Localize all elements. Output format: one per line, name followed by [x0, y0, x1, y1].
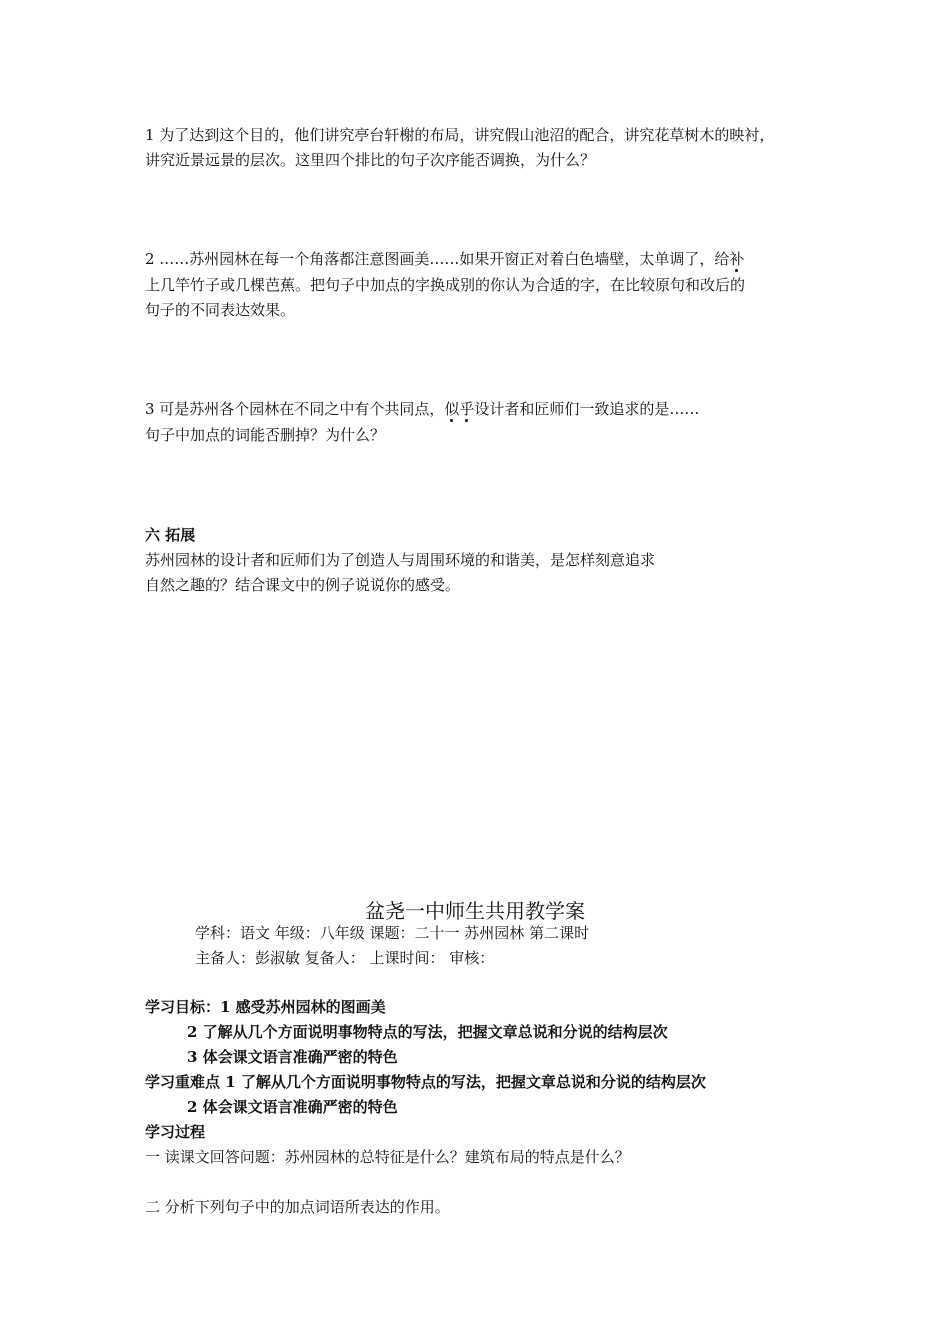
emphasis-dot-char: 似	[444, 400, 460, 418]
learning-goals-label: 学习目标：1 感受苏州园林的图画美	[145, 998, 386, 1016]
question-2-line-1	[145, 248, 744, 270]
lesson-meta-line-1: 学科：语文 年级：八年级 课题：二十一 苏州园林 第二课时	[195, 924, 590, 942]
key-points-label: 学习重难点 1 了解从几个方面说明事物特点的写法，把握文章总说和分说的结构层次	[145, 1073, 706, 1091]
key-point-2: 2 体会课文语言准确严密的特色	[187, 1098, 398, 1116]
lesson-meta-line-2: 主备人：彭淑敏 复备人： 上课时间： 审核：	[195, 949, 495, 967]
learning-goal-2: 2 了解从几个方面说明事物特点的写法，把握文章总说和分说的结构层次	[187, 1023, 668, 1041]
question-3-line-1	[145, 398, 699, 420]
learning-process-label: 学习过程	[145, 1123, 206, 1141]
question-3-line-2: 句子中加点的词能否删掉？为什么？	[145, 426, 386, 444]
emphasis-dot-char: 补	[729, 250, 745, 268]
question-2-line-1-text: 2 ……苏州园林在每一个角落都注意图画美……如果开窗正对着白色墙壁，太单调了，给	[145, 250, 730, 268]
question-2-line-3: 句子的不同表达效果。	[145, 301, 296, 319]
question-1-line-1: 1 为了达到这个目的，他们讲究亭台轩榭的布局，讲究假山池沼的配合，讲究花草树木的映衬，	[145, 126, 775, 144]
extension-line-1: 苏州园林的设计者和匠师们为了创造人与周围环境的和谐美，是怎样刻意追求	[145, 551, 656, 569]
process-step-1: 一 读课文回答问题：苏州园林的总特征是什么？建筑布局的特点是什么？	[145, 1148, 630, 1166]
extension-heading: 六 拓展	[145, 526, 196, 544]
question-1-line-2: 讲究近景远景的层次。这里四个排比的句子次序能否调换，为什么？	[145, 151, 596, 169]
question-3-line-1-text-b: 设计者和匠师们一致追求的是……	[474, 400, 700, 418]
emphasis-dot-char: 乎	[459, 400, 475, 418]
process-step-2: 二 分析下列句子中的加点词语所表达的作用。	[145, 1198, 450, 1216]
extension-line-2: 自然之趣的？结合课文中的例子说说你的感受。	[145, 576, 461, 594]
learning-goal-3: 3 体会课文语言准确严密的特色	[187, 1048, 398, 1066]
question-3-line-1-text-a: 3 可是苏州各个园林在不同之中有个共同点，	[145, 400, 445, 418]
question-2-line-2: 上几竿竹子或几棵芭蕉。把句子中加点的字换成别的你认为合适的字，在比较原句和改后的	[145, 276, 746, 294]
lesson-plan-title: 盆尧一中师生共用教学案	[365, 899, 585, 923]
